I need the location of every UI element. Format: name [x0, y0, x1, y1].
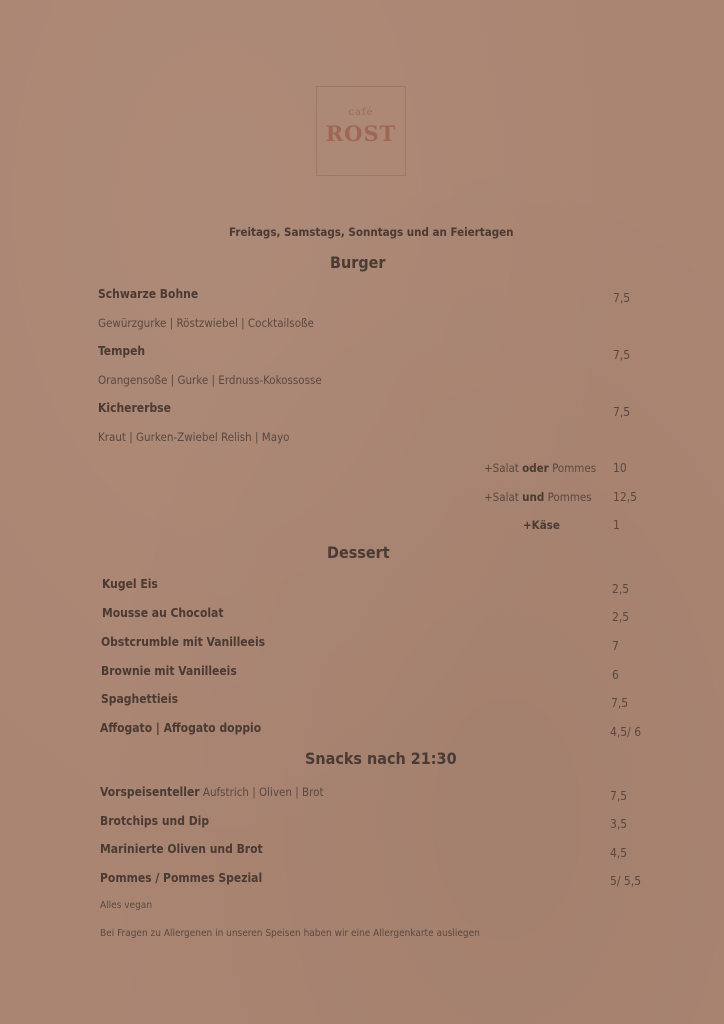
snack-item-description: Aufstrich | Oliven | Brot	[199, 785, 324, 799]
dessert-item-name: Affogato | Affogato doppio	[100, 721, 262, 735]
section-heading-burger: Burger	[330, 253, 386, 272]
menu-subtitle: Freitags, Samstags, Sonntags und an Feiertagen	[229, 225, 514, 239]
logo-rost-text: ROST	[325, 121, 397, 146]
dessert-item-price: 2,5	[612, 582, 630, 596]
dessert-item-name: Spaghettieis	[101, 692, 178, 706]
dessert-item-name: Mousse au Chocolat	[102, 606, 224, 620]
snack-item-name: Pommes / Pommes Spezial	[100, 871, 263, 885]
extra-keyword: und	[522, 490, 545, 504]
snack-item-name: Vorspeisenteller	[100, 785, 200, 799]
dessert-item-name: Kugel Eis	[102, 577, 158, 591]
burger-item-price: 7,5	[613, 291, 631, 305]
snack-item-price: 3,5	[610, 817, 628, 831]
extra-text: Pommes	[544, 490, 592, 504]
vegan-note: Alles vegan	[100, 900, 153, 911]
dessert-item-price: 2,5	[612, 610, 630, 624]
burger-extra-option	[484, 490, 592, 504]
section-heading-snacks: Snacks nach 21:30	[305, 749, 457, 768]
burger-item-description: Gewürzgurke | Röstzwiebel | Cocktailsoße	[98, 316, 314, 330]
burger-item-price: 7,5	[613, 405, 631, 419]
snack-item	[100, 785, 324, 799]
burger-extra-price: 10	[613, 461, 627, 475]
snack-item-price: 7,5	[610, 789, 628, 803]
dessert-item-name: Brownie mit Vanilleeis	[101, 664, 237, 678]
extra-text: +Salat	[484, 490, 523, 504]
burger-item-description: Kraut | Gurken-Zwiebel Relish | Mayo	[98, 430, 290, 444]
cafe-rost-logo	[316, 86, 406, 176]
extra-keyword: oder	[522, 461, 549, 475]
burger-item-name: Kichererbse	[98, 401, 171, 415]
logo-cafe-text: café	[348, 107, 374, 118]
burger-extra-price: 1	[613, 518, 620, 532]
dessert-item-name: Obstcrumble mit Vanilleeis	[101, 635, 266, 649]
snack-item-price: 4,5	[610, 846, 628, 860]
extra-text: Pommes	[548, 461, 597, 475]
snack-item-price: 5/ 5,5	[610, 874, 642, 888]
burger-extra-price: 12,5	[613, 490, 638, 504]
burger-item-name: Schwarze Bohne	[98, 287, 199, 301]
burger-item-description: Orangensoße | Gurke | Erdnuss-Kokossosse	[98, 373, 322, 387]
snack-item-name: Marinierte Oliven und Brot	[100, 842, 263, 856]
section-heading-dessert: Dessert	[327, 543, 390, 562]
burger-item-price: 7,5	[613, 348, 631, 362]
extra-keyword: +Käse	[523, 518, 560, 532]
dessert-item-price: 6	[612, 668, 619, 682]
dessert-item-price: 4,5/ 6	[610, 725, 642, 739]
dessert-item-price: 7	[612, 639, 619, 653]
burger-extra-option	[523, 518, 560, 532]
snack-item-name: Brotchips und Dip	[100, 814, 210, 828]
extra-text: +Salat	[484, 461, 523, 475]
burger-extra-option	[484, 461, 596, 475]
dessert-item-price: 7,5	[611, 696, 629, 710]
burger-item-name: Tempeh	[98, 344, 146, 358]
allergen-note: Bei Fragen zu Allergenen in unseren Speisen haben wir eine Allergenkarte ausliegen	[100, 928, 480, 939]
